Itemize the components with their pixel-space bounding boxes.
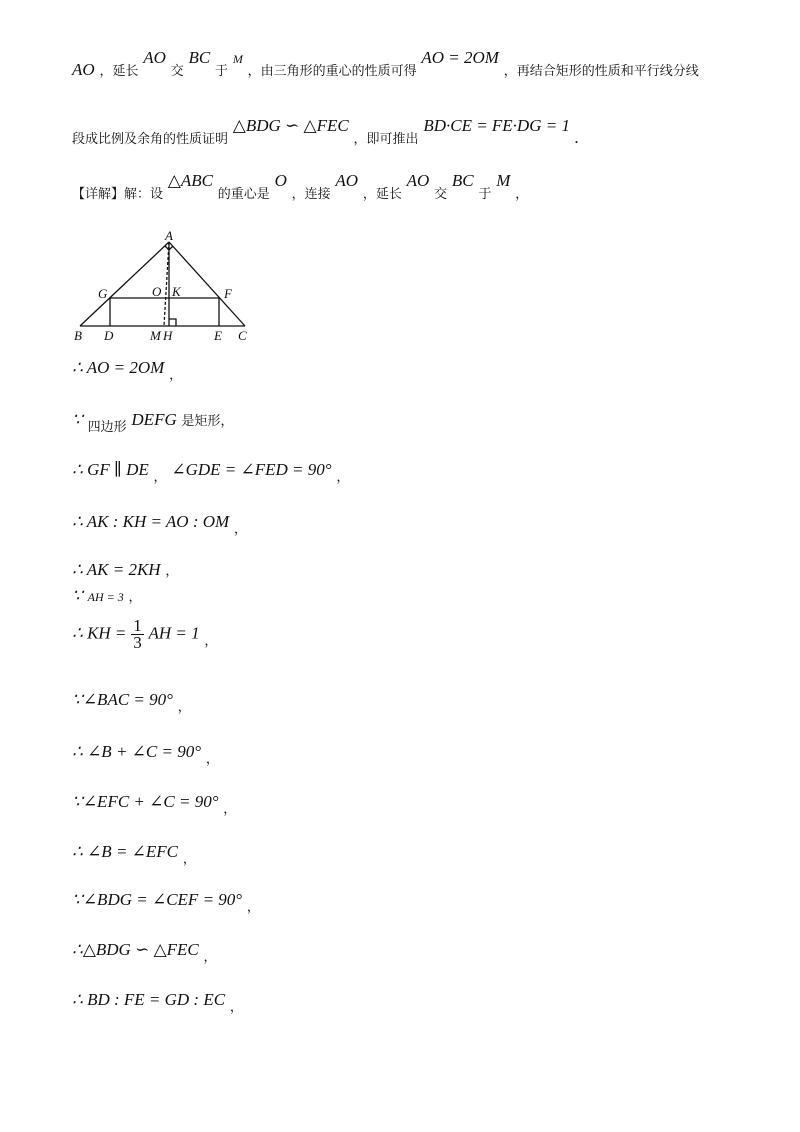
step-12 [72,890,260,915]
label-k: K [172,284,181,299]
text-combine: ，再结合矩形的性质和平行线分线 [503,64,699,79]
step-6-punct: ， [128,590,142,605]
step-9-punct: ， [205,752,219,767]
right-angle-mark [169,319,176,326]
label-m: M [150,328,161,343]
step-4-punct: ， [233,522,247,537]
step-8-math: ∵∠BAC = 90° [72,690,173,709]
step-9-math: ∴ ∠B + ∠C = 90° [72,742,202,761]
intro-line-3 [72,171,529,203]
math-product: BD·CE = FE·DG = 1 [423,116,570,135]
math-bc-2: BC [451,171,474,190]
step-14-punct: ， [229,1000,243,1015]
text-extend: ，延长 [99,64,139,79]
step-11-math: ∴ ∠B = ∠EFC [72,842,179,861]
median-am [164,242,169,326]
step-11 [72,842,196,867]
step-13-math: ∴△BDG ∽ △FEC [72,940,199,959]
step-3-punct-2: ， [336,470,350,485]
text-detail-label: 【详解】解：设 [72,187,164,202]
math-m-2: M [496,171,511,190]
step-4-math: ∴ AK : KH = AO : OM [72,512,230,531]
label-e: E [214,328,222,343]
step-7-post: AH = 1 [148,623,200,643]
fraction-numerator: 1 [133,616,142,635]
text-extend-2: ，延长 [362,187,402,202]
text-period: . [574,128,579,147]
label-f: F [224,286,232,301]
step-10 [72,792,237,817]
text-connect: ，连接 [291,187,331,202]
text-centroid-is: 的重心是 [217,187,270,202]
step-14 [72,990,243,1015]
label-o: O [152,284,162,299]
step-3-math-2: ∠GDE = ∠FED = 90° [171,460,332,479]
step-14-math: ∴ BD : FE = GD : EC [72,990,226,1009]
step-2-math: DEFG [131,410,177,429]
text-comma: ， [515,187,529,202]
label-g: G [98,286,108,301]
step-6-math: AH = 3 [87,590,124,604]
math-ao-2: AO [143,48,166,67]
step-3-math-1: ∴ GF ∥ DE [72,460,149,479]
step-2 [72,410,234,435]
text-at: 于 [215,64,229,79]
step-13 [72,940,217,965]
step-7-punct: ， [204,633,218,649]
label-b: B [74,328,82,343]
step-11-punct: ， [182,852,196,867]
label-d: D [104,328,114,343]
math-ao-3: AO [335,171,359,190]
math-triangle-abc: △ABC [167,171,213,190]
math-similar: △BDG ∽ △FEC [232,116,349,135]
step-13-punct: ， [203,950,217,965]
step-2-because: ∵ [72,410,83,429]
step-1-math: ∴ AO = 2OM [72,358,165,377]
step-2-text-2: 是矩形， [181,414,234,429]
fraction-denominator: 3 [133,633,142,652]
label-h: H [163,328,173,343]
step-12-math: ∵∠BDG = ∠CEF = 90° [72,890,243,909]
step-3 [72,460,350,485]
math-bc: BC [188,48,211,67]
label-a: A [165,228,173,243]
intro-line-2 [72,116,579,148]
step-12-punct: ， [246,900,260,915]
math-ao-eq-2om: AO = 2OM [421,48,499,67]
text-intersect-2: 交 [434,187,448,202]
intro-line-1 [72,48,699,80]
text-at-2: 于 [478,187,492,202]
step-2-text: 四边形 [87,420,127,435]
step-5 [72,560,178,580]
label-c: C [238,328,247,343]
step-5-math: ∴ AK = 2KH [72,560,161,579]
math-o: O [274,171,287,190]
step-9 [72,742,219,767]
math-m: M [232,52,243,66]
step-1-punct: ， [169,368,183,383]
step-7-pre: ∴ KH = [72,623,127,643]
text-proportion: 段成比例及余角的性质证明 [72,132,229,147]
math-ao: AO [72,60,95,79]
step-10-math: ∵∠EFC + ∠C = 90° [72,792,219,811]
geometry-figure [70,228,290,348]
step-4 [72,512,247,537]
step-8-punct: ， [177,700,191,715]
step-7 [72,618,217,651]
step-7-fraction [131,618,144,651]
step-5-punct: ， [165,564,179,579]
step-6-because: ∵ [72,586,83,605]
step-3-punct-1: ， [153,470,167,485]
step-10-punct: ， [223,802,237,817]
math-ao-4: AO [406,171,430,190]
text-centroid-property: ，由三角形的重心的性质可得 [247,64,417,79]
step-1 [72,358,183,383]
text-intersect: 交 [170,64,184,79]
step-6 [72,586,142,606]
step-8 [72,690,191,715]
text-deduce: ，即可推出 [353,132,419,147]
